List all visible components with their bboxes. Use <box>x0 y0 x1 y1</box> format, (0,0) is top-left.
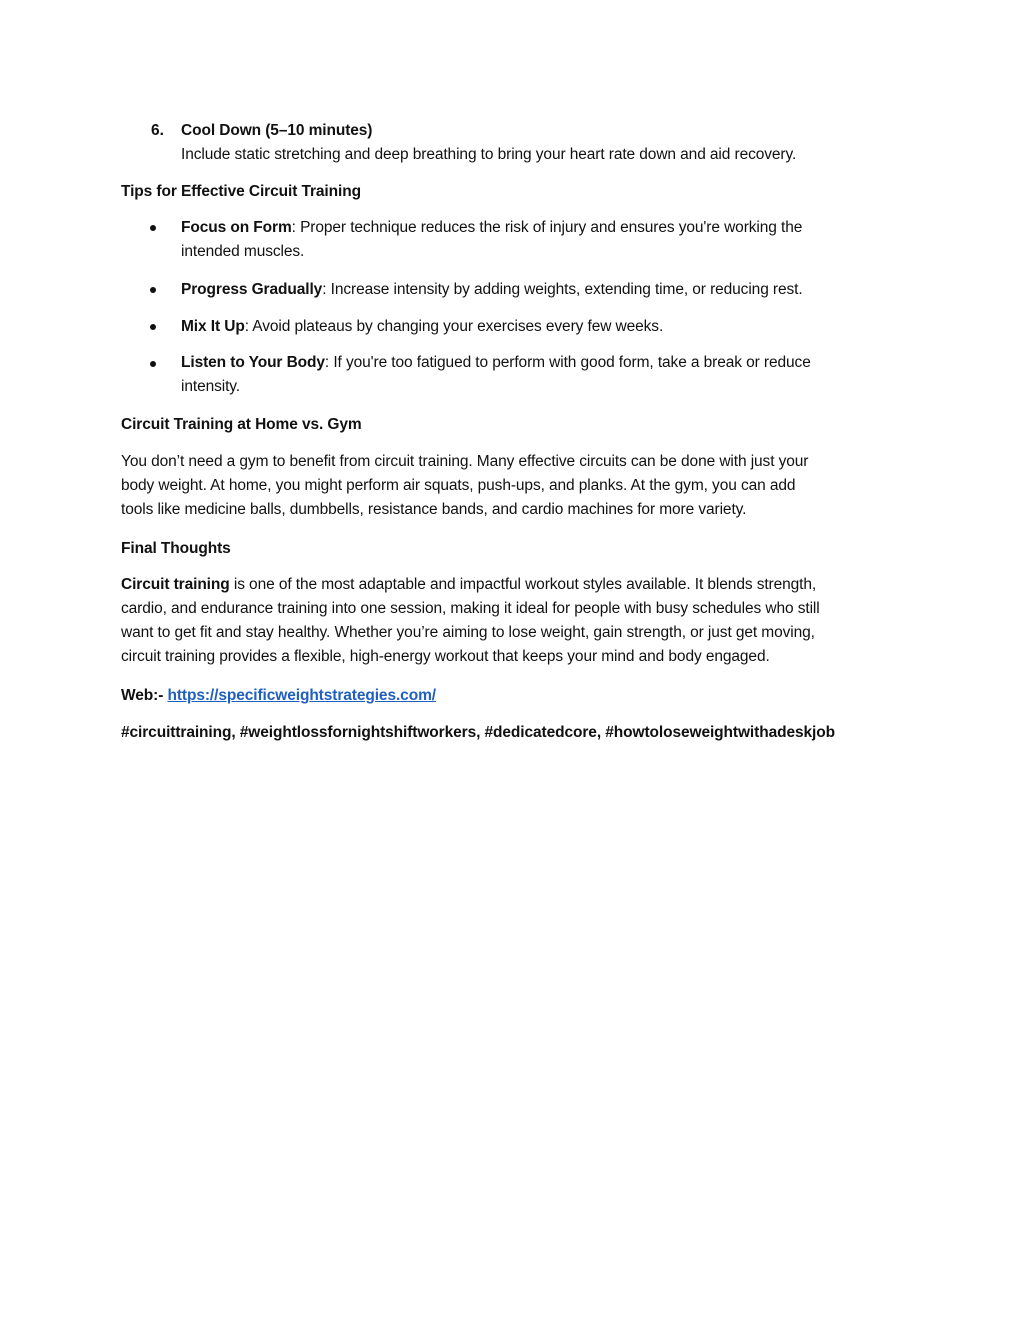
paragraph-line: cardio, and endurance training into one session, making it ideal for people with busy schedules who still <box>121 600 820 617</box>
paragraph-line <box>121 573 816 597</box>
paragraph-line: You don’t need a gym to benefit from circuit training. Many effective circuits can be done with just your <box>121 453 809 470</box>
lead-term: Circuit training <box>121 576 230 593</box>
bullet-icon <box>150 361 156 367</box>
final-thoughts-heading: Final Thoughts <box>121 540 231 557</box>
paragraph-line: want to get fit and stay healthy. Whether you’re aiming to lose weight, gain strength, or just get moving, <box>121 624 815 641</box>
home-vs-gym-heading: Circuit Training at Home vs. Gym <box>121 416 362 433</box>
list-item <box>181 278 803 302</box>
paragraph-line: tools like medicine balls, dumbbells, resistance bands, and cardio machines for more variety. <box>121 501 747 518</box>
tip-text: : Increase intensity by adding weights, extending time, or reducing rest. <box>322 281 803 298</box>
web-line <box>121 684 436 708</box>
bullet-icon <box>150 287 156 293</box>
paragraph-line: body weight. At home, you might perform air squats, push-ups, and planks. At the gym, you can add <box>121 477 796 494</box>
list-number: 6. <box>151 122 164 139</box>
tip-text-continued: intended muscles. <box>181 243 305 260</box>
list-item <box>181 216 802 240</box>
paragraph-text: is one of the most adaptable and impactful workout styles available. It blends strength, <box>229 576 817 593</box>
tip-term: Listen to Your Body <box>181 354 325 371</box>
list-item <box>181 351 811 375</box>
tip-text: : Avoid plateaus by changing your exercises every few weeks. <box>244 318 664 335</box>
tip-text: : Proper technique reduces the risk of injury and ensures you're working the <box>291 219 803 236</box>
tip-term: Focus on Form <box>181 219 292 236</box>
bullet-icon <box>150 324 156 330</box>
list-item <box>181 315 663 339</box>
tip-text: : If you're too fatigued to perform with good form, take a break or reduce <box>324 354 811 371</box>
tip-term: Progress Gradually <box>181 281 323 298</box>
cool-down-title: Cool Down (5–10 minutes) <box>181 122 373 139</box>
paragraph-line: circuit training provides a flexible, high-energy workout that keeps your mind and body engaged. <box>121 648 770 665</box>
web-label: Web:- <box>121 687 164 704</box>
tip-text-continued: intensity. <box>181 378 241 395</box>
cool-down-description: Include static stretching and deep breathing to bring your heart rate down and aid recovery. <box>181 146 797 163</box>
hashtags: #circuittraining, #weightlossfornightshiftworkers, #dedicatedcore, #howtoloseweightwithadeskjob <box>121 724 835 741</box>
bullet-icon <box>150 225 156 231</box>
tips-heading: Tips for Effective Circuit Training <box>121 183 361 200</box>
website-link[interactable]: https://specificweightstrategies.com/ <box>167 687 436 704</box>
tip-term: Mix It Up <box>181 318 245 335</box>
